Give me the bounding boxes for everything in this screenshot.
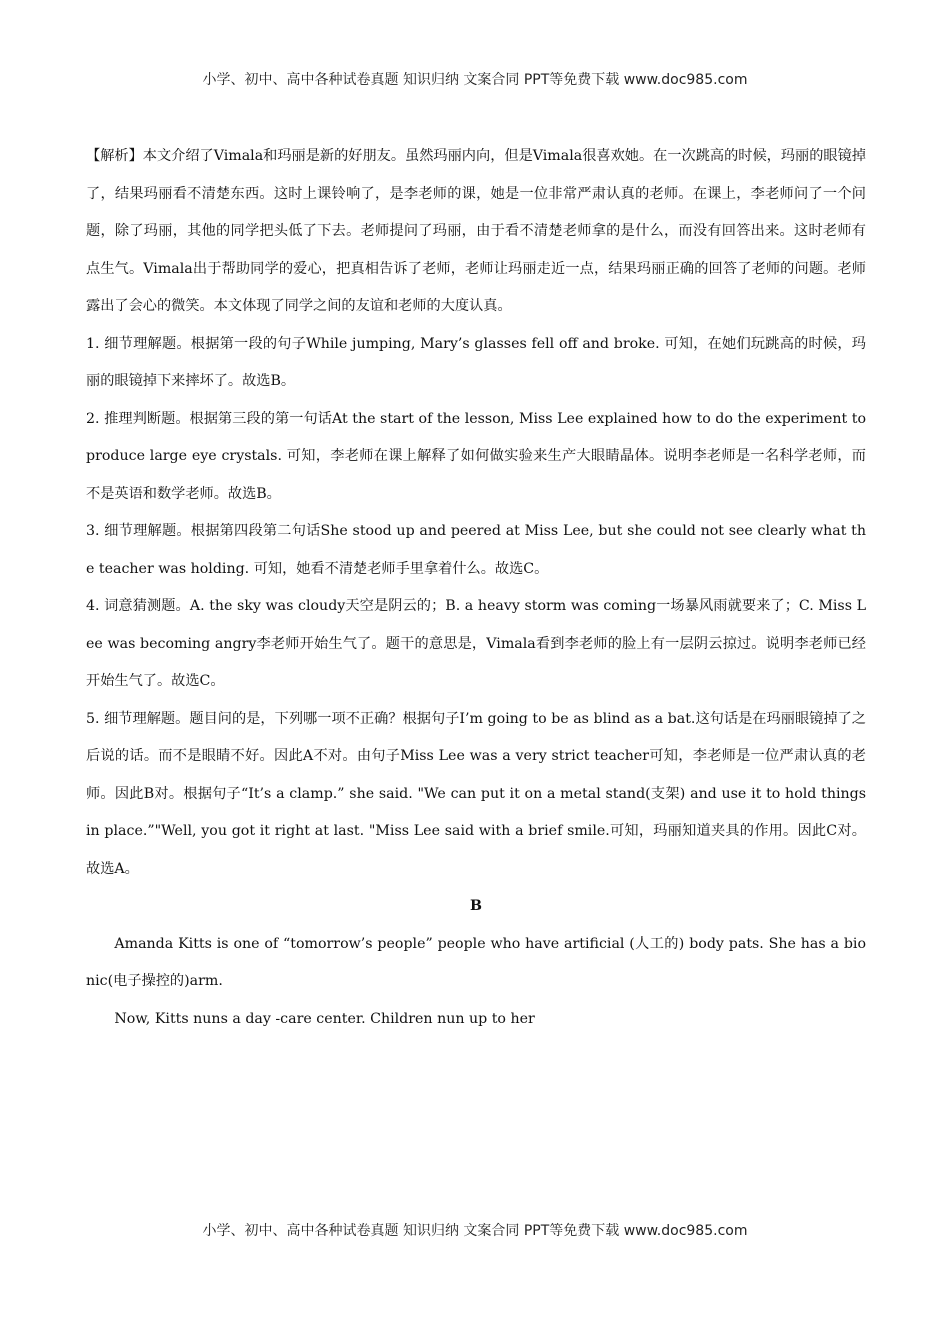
answer-item-4: 4. 词意猜测题。A. the sky was cloudy天空是阴云的；B. a heavy storm was coming一场暴风雨就要来了；C. Miss Lee was becoming angry李老师开始生气了。题干的意思是，Vimala看到李老师的脸上有一层阴云掠过。说明李老师已经开始生气了。故选C。 <box>86 598 866 689</box>
page-footer: 小学、初中、高中各种试卷真题 知识归纳 文案合同 PPT等免费下载 www.doc985.com <box>202 1223 748 1239</box>
answer-item-2: 2. 推理判断题。根据第三段的第一句话At the start of the lesson, Miss Lee explained how to do the experiment to produce large eye crystals. 可知，李老师在课上解释了如何做实验来生产大眼睛晶体。说明李老师是一名科学老师，而不是英语和数学老师。故选B。 <box>86 410 866 502</box>
document-body <box>86 138 866 1038</box>
page-header: 小学、初中、高中各种试卷真题 知识归纳 文案合同 PPT等免费下载 www.doc985.com <box>202 72 748 88</box>
answer-item-3: 3. 细节理解题。根据第四段第二句话She stood up and peered at Miss Lee, but she could not see clearly what the teacher was holding. 可知，她看不清楚老师手里拿着什么。故选C。 <box>86 523 866 577</box>
section-b-heading: B <box>470 898 482 914</box>
passage-paragraph-2: Now, Kitts nuns a day -care center. Children nun up to her <box>114 1010 535 1027</box>
analysis-paragraph: 【解析】本文介绍了Vimala和玛丽是新的好朋友。虽然玛丽内向，但是Vimala很喜欢她。在一次跳高的时候，玛丽的眼镜掉了，结果玛丽看不清楚东西。这时上课铃响了，是李老师的课，她是一位非常严肃认真的老师。在课上，李老师问了一个问题，除了玛丽，其他的同学把头低了下去。老师提问了玛丽，由于看不清楚老师拿的是什么，而没有回答出来。这时老师有点生气。Vimala出于帮助同学的爱心，把真相告诉了老师，老师让玛丽走近一点，结果玛丽正确的回答了老师的问题。老师露出了会心的微笑。本文体现了同学之间的友谊和老师的大度认真。 <box>86 148 866 314</box>
passage-paragraph-1: Amanda Kitts is one of “tomorrow’s people” people who have artificial (人工的) body pats. She has a bionic(电子操控的)arm. <box>86 935 866 989</box>
answer-item-5: 5. 细节理解题。题目问的是，下列哪一项不正确？根据句子I’m going to be as blind as a bat.这句话是在玛丽眼镜掉了之后说的话。而不是眼睛不好。因此A不对。由句子Miss Lee was a very strict teacher可知，李老师是一位严肃认真的老师。因此B对。根据句子“It’s a clamp.” she said. "We can put it on a metal stand(支架) and use it to hold things in place.”"Well, you got it right at last. "Miss Lee said with a brief smile.可知，玛丽知道夹具的作用。因此C对。故选A。 <box>86 710 866 877</box>
answer-item-1: 1. 细节理解题。根据第一段的句子While jumping, Mary’s glasses fell off and broke. 可知，在她们玩跳高的时候，玛丽的眼镜掉下来摔坏了。故选B。 <box>86 335 866 389</box>
